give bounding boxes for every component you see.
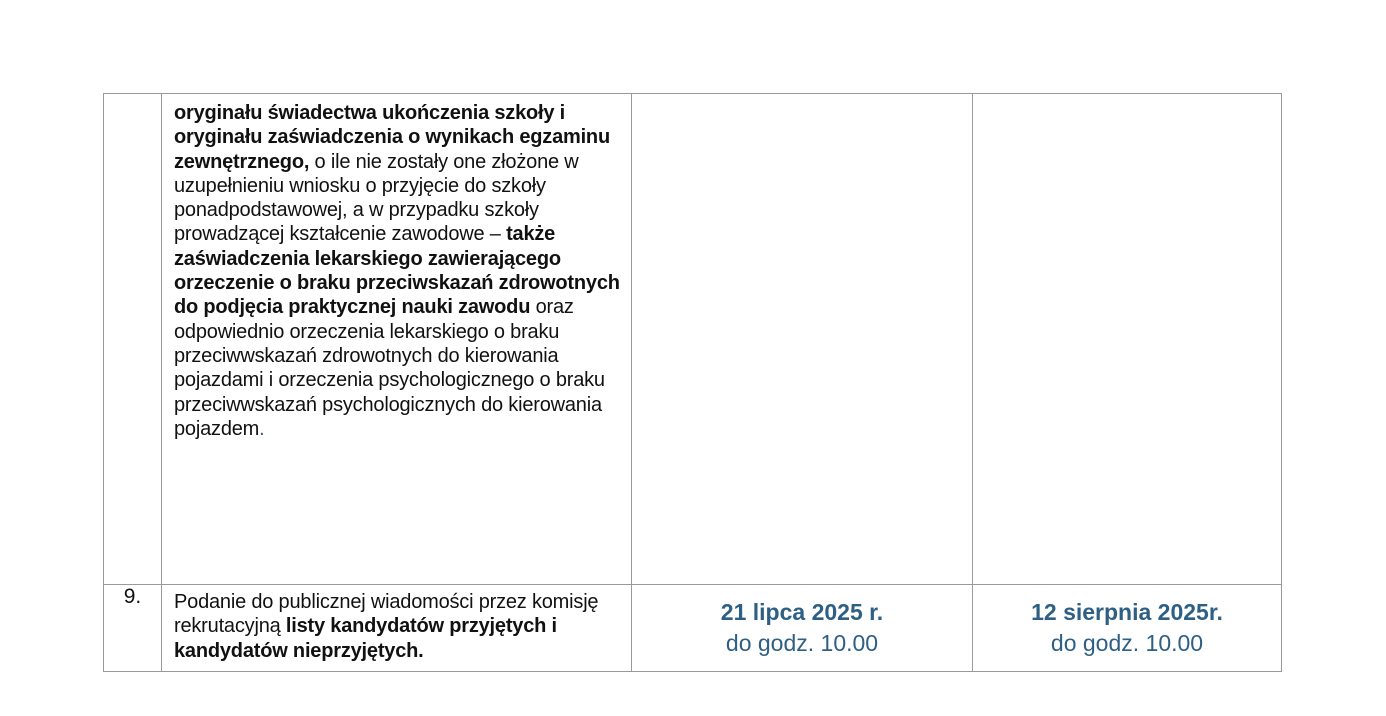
table-row xyxy=(104,94,1282,585)
text-segment: o ile nie zostały one złożone w uzupełnieniu wniosku o przyjęcie do szkoły ponadpodstawowej, a w przypadku szkoły prowadzącej kształcenie zawodowe – xyxy=(174,150,579,246)
date-time: do godz. 10.00 xyxy=(725,630,879,656)
row-number-cell xyxy=(104,94,162,585)
date-cell-second-round xyxy=(973,585,1282,672)
row-number-cell: 9. xyxy=(104,585,162,672)
date-cell-second-round xyxy=(973,94,1282,585)
description-cell xyxy=(162,94,632,585)
bold-text-segment: także zaświadczenia lekarskiego zawierającego orzeczenie o braku przeciwskazań zdrowotnych do podjęcia praktycznej nauki zawodu xyxy=(174,223,620,319)
bold-text-segment: oryginału świadectwa ukończenia szkoły i oryginału zaświadczenia o wynikach egzaminu zewnętrznego, xyxy=(174,102,610,173)
table-row xyxy=(104,585,1282,672)
schedule-table xyxy=(103,93,1282,672)
text-segment: . xyxy=(259,417,265,440)
text-segment: oraz odpowiednio orzeczenia lekarskiego o braku przeciwwskazań zdrowotnych do kierowania pojazdami i orzeczenia psychologicznego o braku przeciwwskazań psychologicznych do kierowania pojazdem xyxy=(174,296,605,440)
date-cell-first-round xyxy=(632,94,973,585)
row-description xyxy=(162,94,631,442)
description-cell xyxy=(162,585,632,672)
date-main: 21 lipca 2025 r. xyxy=(720,599,884,625)
bold-text-segment: listy kandydatów przyjętych i kandydatów nieprzyjętych. xyxy=(174,615,557,662)
text-segment: Podanie do publicznej wiadomości przez komisję rekrutacyjną xyxy=(174,591,599,638)
date-main: 12 sierpnia 2025r. xyxy=(1031,599,1223,625)
row-description xyxy=(162,585,631,664)
date-time: do godz. 10.00 xyxy=(1050,630,1204,656)
date-cell-first-round xyxy=(632,585,973,672)
